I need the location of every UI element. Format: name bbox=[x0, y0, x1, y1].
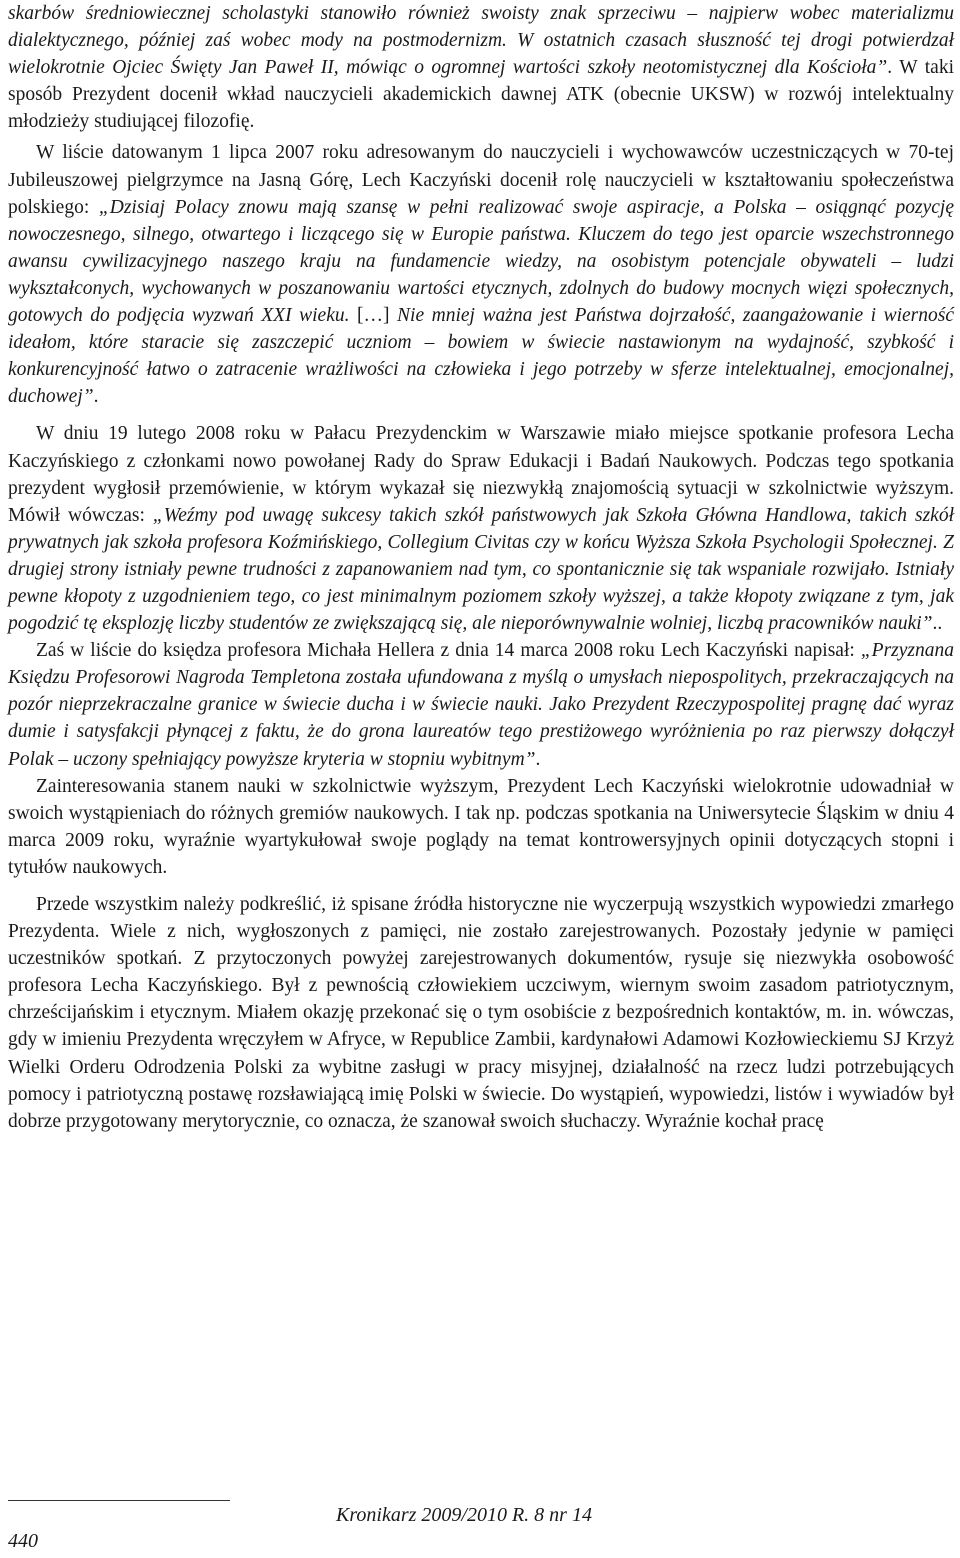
paragraph-3 bbox=[8, 420, 954, 637]
paragraph-4 bbox=[8, 637, 954, 772]
footer-divider bbox=[8, 1500, 230, 1501]
paragraph-6 bbox=[8, 891, 954, 1135]
paragraph-5 bbox=[8, 773, 954, 881]
paragraph-2-text-a: W liście datowanym 1 lipca 2007 roku adresowanym do nauczycieli i wychowawców uczestniczących w 70-tej Jubileuszowej pielgrzymce na Jasną Górę, Lech Kaczyński docenił rolę nauczycieli w kształtowaniu społeczeństwa polskiego: bbox=[8, 142, 954, 218]
paragraph-2 bbox=[8, 139, 954, 410]
paragraph-1 bbox=[8, 0, 954, 135]
paragraph-2-end: . bbox=[93, 386, 99, 408]
paragraph-4-quote: „Przyznana Księdzu Profesorowi Nagroda Templetona została ufundowana z myślą o umysłach niepospolitych, przekraczających na pozór nieprzekraczalne granice w świecie ducha i w świecie nauki. Jako Prezydent Rzeczypospolitej pragnę dać wyraz dumie i satysfakcji płynącej z faktu, że do grona laureatów tego prestiżowego wyróżnienia po raz pierwszy dołączył Polak – uczony spełniający powyższe kryteria w stopniu wybitnym” bbox=[8, 640, 954, 770]
paragraph-5-text: Zainteresowania stanem nauki w szkolnictwie wyższym, Prezydent Lech Kaczyński wielokrotnie udowadniał w swoich wystąpieniach do różnych gremiów naukowych. I tak np. podczas spotkania na Uniwersytecie Śląskim w dniu 4 marca 2009 roku, wyraźnie wyartykułował swoje poglądy na temat kontrowersyjnych opinii dotyczących stopni i tytułów naukowych. bbox=[8, 775, 954, 878]
paragraph-2-quote-b: Nie mniej ważna jest Państwa dojrzałość, zaangażowanie i wierność ideałom, które staracie się zaszczepić uczniom – bowiem w świecie nastawionym na wydajność, szybkość i konkurencyjność łatwo o zatracenie wrażliwości na człowieka i jego potrzeby w sferze intelektualnej, emocjonalnej, duchowej” bbox=[8, 305, 954, 408]
paragraph-4-text: Zaś w liście do księdza profesora Michała Hellera z dnia 14 marca 2008 roku Lech Kaczyński napisał: bbox=[36, 640, 861, 662]
page-body bbox=[8, 0, 954, 1135]
paragraph-2-ellipsis: […] bbox=[349, 305, 398, 327]
paragraph-2-quote-a: „Dzisiaj Polacy znowu mają szansę w pełni realizować swoje aspiracje, a Polska – osiągnąć pozycję nowoczesnego, silnego, otwartego i liczącego się w Europie państwa. Kluczem do tego jest oparcie wszechstronnego awansu cywilizacyjnego naszego kraju na fundamencie wiedzy, na osobistym potencjale obywateli – ludzi wykształconych, wychowanych w poszanowaniu wartości etycznych, zdolnych do budowy mocnych więzi społecznych, gotowych do podjęcia wyzwań XXI wieku. bbox=[8, 196, 955, 327]
paragraph-1-quote: skarbów średniowiecznej scholastyki stanowiło również swoisty znak sprzeciwu – najpierw wobec materializmu dialektycznego, później zaś wobec mody na postmodernizm. W ostatnich czasach słuszność tej drogi potwierdzał wielokrotnie Ojciec Święty Jan Paweł II, mówiąc o ogromnej wartości szkoły neotomistycznej dla Kościoła” bbox=[8, 3, 954, 79]
running-footer: Kronikarz 2009/2010 R. 8 nr 14 bbox=[336, 1504, 592, 1526]
paragraph-3-end: .. bbox=[932, 613, 943, 635]
paragraph-6-text: Przede wszystkim należy podkreślić, iż spisane źródła historyczne nie wyczerpują wszystkich wypowiedzi zmarłego Prezydenta. Wiele z nich, wygłoszonych z pamięci, nie zostało zarejestrowanych. Pozostały jedynie w pamięci uczestników spotkań. Z przytoczonych powyżej zarejestrowanych dokumentów, rysuje się niezwykła osobowość profesora Lecha Kaczyńskiego. Był z pewnością człowiekiem uczciwym, wiernym swoim zasadom patriotycznym, chrześcijańskim i etycznym. Miałem okazję przekonać się o tym osobiście z bezpośrednich kontaktów, m. in. wówczas, gdy w imieniu Prezydenta wręczyłem w Afryce, w Republice Zambii, kardynałowi Adamowi Kozłowieckiemu SJ Krzyż Wielki Orderu Odrodzenia Polski za wybitne zasługi w pracy misyjnej, działalność na rzecz ludzi potrzebujących pomocy i patriotyczną postawę rozsławiającą imię Polski w świecie. Do wystąpień, wypowiedzi, listów i wywiadów był dobrze przygotowany merytorycznie, co oznacza, że szanował swoich słuchaczy. Wyraźnie kochał pracę bbox=[8, 894, 954, 1132]
paragraph-4-end: . bbox=[535, 748, 541, 770]
paragraph-1-text: . W taki sposób Prezydent docenił wkład nauczycieli akademickich dawnej ATK (obecnie UKSW) w rozwój intelektualny młodzieży studiującej filozofię. bbox=[8, 57, 954, 133]
paragraph-3-text: W dniu 19 lutego 2008 roku w Pałacu Prezydenckim w Warszawie miało miejsce spotkanie profesora Lecha Kaczyńskiego z członkami nowo powołanej Rady do Spraw Edukacji i Badań Naukowych. Podczas tego spotkania prezydent wygłosił przemówienie, w którym wykazał się niezwykłą znajomością sytuacji w szkolnictwie wyższym. Mówił wówczas: bbox=[8, 423, 954, 526]
page-number: 440 bbox=[8, 1530, 38, 1552]
paragraph-3-quote: „Weźmy pod uwagę sukcesy takich szkół państwowych jak Szkoła Główna Handlowa, takich szkół prywatnych jak szkoła profesora Koźmińskiego, Collegium Civitas czy w końcu Wyższa Szkoła Psychologii Społecznej. Z drugiej strony istniały pewne trudności z zapanowaniem nad tym, co spontanicznie się tak wspaniale rozwijało. Istniały pewne kłopoty z uzgodnieniem tego, co jest minimalnym poziomem szkoły wyższej, a także kłopoty związane z tym, jak pogodzić tę eksplozję liczby studentów ze zwiększającą się, ale nieporównywalnie wolniej, liczbą pracowników nauki” bbox=[8, 504, 954, 635]
